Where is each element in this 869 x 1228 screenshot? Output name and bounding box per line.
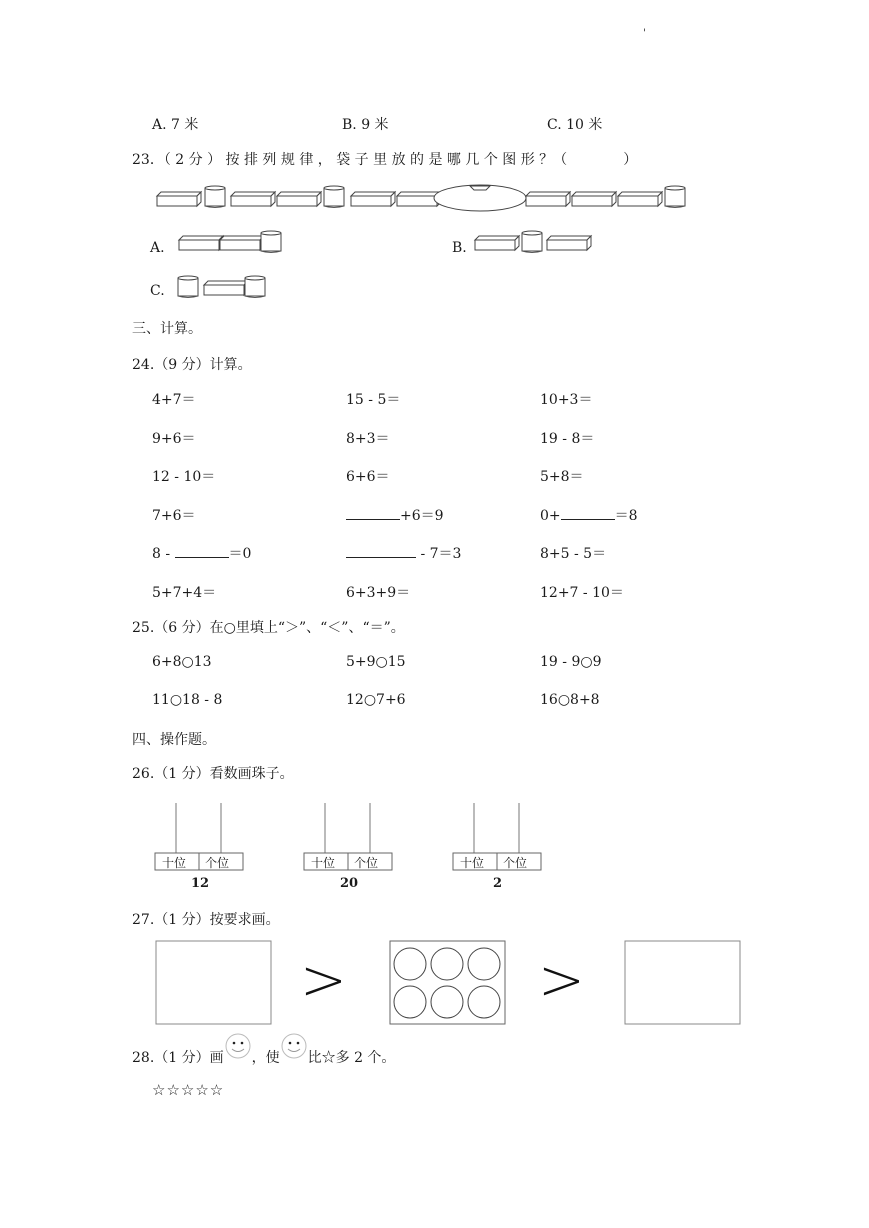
- q24-item: 12 - 10＝: [152, 469, 216, 485]
- q22-option-a: A. 7 米: [152, 117, 199, 133]
- section-3-heading: 三、计算。: [132, 321, 202, 337]
- header-mark: ': [643, 28, 646, 39]
- q24-item-blank: 8 - ＝0: [152, 543, 251, 563]
- q24-item-blank: - 7＝3: [346, 543, 461, 563]
- q24-item: 19 - 8＝: [540, 431, 595, 447]
- section-4-heading: 四、操作题。: [132, 732, 216, 748]
- ones-label: 个位: [205, 856, 230, 870]
- ones-label: 个位: [354, 856, 379, 870]
- q24-item: 5+8＝: [540, 469, 584, 485]
- tens-label: 十位: [162, 856, 187, 870]
- right-empty-box[interactable]: [625, 941, 740, 1024]
- q24-item: 8+3＝: [346, 431, 390, 447]
- tens-label: 十位: [460, 856, 485, 870]
- left-empty-box[interactable]: [156, 941, 271, 1024]
- greater-than-sign: >: [300, 948, 347, 1013]
- q24-item-blank: +6＝9: [346, 505, 444, 525]
- q24-item-blank: 0+ ＝8: [540, 505, 638, 525]
- q23-option-a-label: A.: [150, 240, 165, 256]
- q24-item: 8+5 - 5＝: [540, 546, 607, 562]
- q23-question: 23．（ 2 分 ） 按 排 列 规 律 ， 袋 子 里 放 的 是 哪 几 个 图 形 ？（ ）: [132, 152, 638, 168]
- q23-option-b-label: B.: [452, 240, 467, 256]
- q24-item: 6+3+9＝: [346, 585, 411, 601]
- q25-item: 19 - 9○9: [540, 654, 602, 670]
- abacus-number: 20: [340, 876, 359, 891]
- q24-title: 24.（9 分）计算。: [132, 357, 252, 373]
- q24-item: 9+6＝: [152, 431, 196, 447]
- q24-item: 15 - 5＝: [346, 392, 401, 408]
- tens-label: 十位: [311, 856, 336, 870]
- q25-item: 6+8○13: [152, 654, 212, 670]
- q22-option-c: C. 10 米: [547, 117, 603, 133]
- q28-title: 28.（1 分）画 ，使 比☆多 2 个。: [132, 1047, 395, 1067]
- q25-item: 5+9○15: [346, 654, 406, 670]
- q24-item: 7+6＝: [152, 508, 196, 524]
- q25-item: 11○18 - 8: [152, 692, 223, 708]
- q25-item: 12○7+6: [346, 692, 406, 708]
- abacus-number: 2: [493, 876, 503, 891]
- q23-option-c-label: C.: [150, 283, 165, 299]
- q22-option-b: B. 9 米: [342, 117, 389, 133]
- q24-item: 10+3＝: [540, 392, 593, 408]
- greater-than-sign: >: [538, 948, 585, 1013]
- ones-label: 个位: [503, 856, 528, 870]
- q27-title: 27.（1 分）按要求画。: [132, 912, 280, 928]
- smiley-icon: [280, 1048, 308, 1062]
- q24-item: 6+6＝: [346, 469, 390, 485]
- stars-row: ☆☆☆☆☆: [152, 1081, 225, 1099]
- abacus-number: 12: [191, 876, 210, 891]
- q26-title: 26.（1 分）看数画珠子。: [132, 766, 294, 782]
- smiley-icon: [224, 1048, 252, 1062]
- q25-title: 25.（6 分）在○里填上“＞”、“＜”、“＝”。: [132, 620, 405, 636]
- q24-item: 12+7 - 10＝: [540, 585, 624, 601]
- q25-item: 16○8+8: [540, 692, 600, 708]
- q24-item: 5+7+4＝: [152, 585, 217, 601]
- q24-item: 4+7＝: [152, 392, 196, 408]
